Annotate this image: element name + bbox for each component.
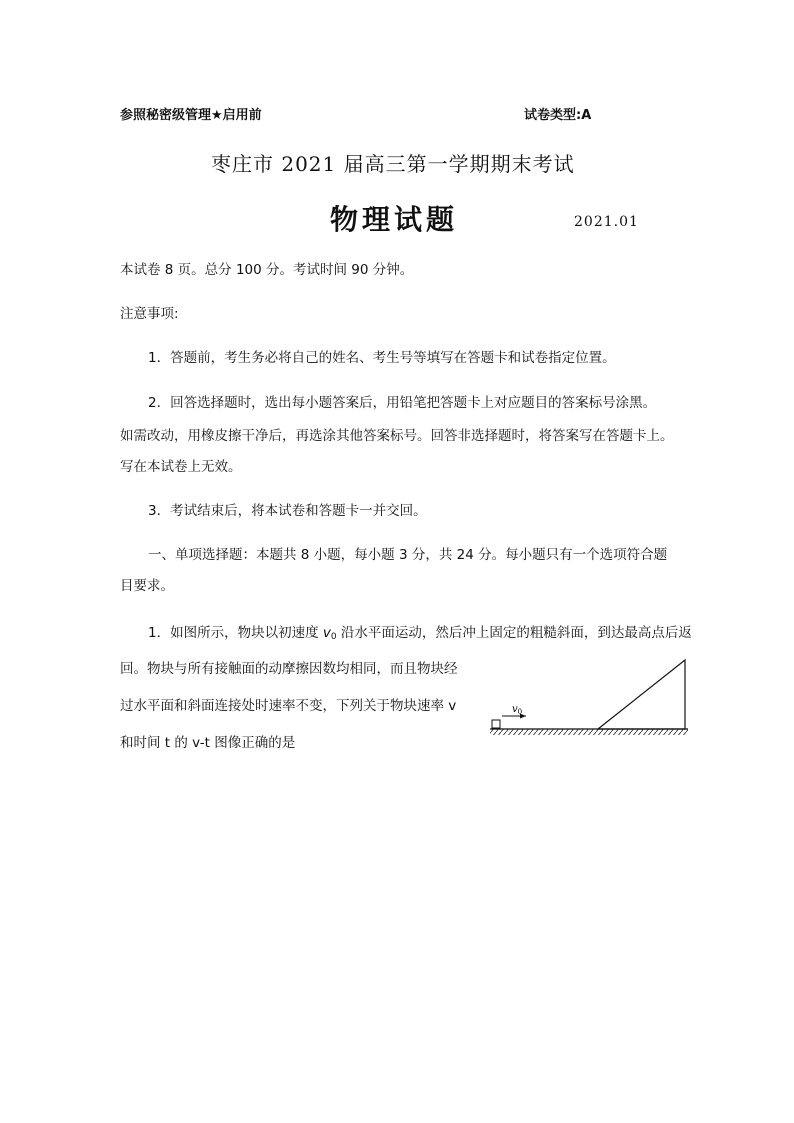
confidentiality-label: 参照秘密级管理★启用前 <box>120 108 262 123</box>
question-1-line-1-start: 1．如图所示，物块以初速度 <box>148 625 323 641</box>
question-1-line-2: 回。物块与所有接触面的动摩擦因数均相同，而且物块经 <box>120 661 458 677</box>
section-heading-line-2: 目要求。 <box>120 578 174 594</box>
page-title: 物理试题 <box>330 203 459 236</box>
graph-option-d <box>398 954 650 1104</box>
question-1-line-1-end: 沿水平面运动，然后冲上固定的粗糙斜面，到达最高点后返 <box>336 625 692 641</box>
question-1-line-4: 和时间 t 的 v-t 图像正确的是 <box>120 735 296 751</box>
question-1-line-1 <box>148 621 692 642</box>
ground-hatching <box>490 729 688 735</box>
paper-summary: 本试卷 8 页。总分 100 分。考试时间 90 分钟。 <box>120 262 414 278</box>
v0-label: $v_0$ <box>512 704 523 716</box>
notice-item-2-line-3: 写在本试卷上无效。 <box>120 459 242 475</box>
graph-option-c <box>140 954 384 1104</box>
exam-date: 2021.01 <box>574 214 639 230</box>
paper-type-label: 试卷类型:A <box>524 108 592 123</box>
notice-item-3: 3．考试结束后，将本试卷和答题卡一并交回。 <box>148 503 427 519</box>
question-1-line-3: 过水平面和斜面连接处时速率不变，下列关于物块速率 v <box>120 698 457 714</box>
notice-item-2-line-2: 如需改动，用橡皮擦干净后，再选涂其他答案标号。回答非选择题时，将答案写在答题卡上。 <box>120 428 674 444</box>
exam-title: 枣庄市 2021 届高三第一学期期末考试 <box>211 152 575 176</box>
graph-option-b <box>398 788 610 938</box>
notice-item-2-line-1: 2．回答选择题时，选出每小题答案后，用铅笔把答题卡上对应题目的答案标号涂黑。 <box>148 395 657 411</box>
incline-ramp <box>598 660 685 729</box>
v0-symbol: $v_0$ <box>322 625 337 642</box>
incline-diagram <box>486 654 692 744</box>
notice-heading: 注意事项: <box>120 306 179 322</box>
graph-option-a <box>140 788 340 938</box>
block <box>492 720 500 728</box>
section-heading-line-1: 一、单项选择题：本题共 8 小题，每小题 3 分，共 24 分。每小题只有一个选项符合题 <box>148 547 668 563</box>
notice-item-1: 1．答题前，考生务必将自己的姓名、考生号等填写在答题卡和试卷指定位置。 <box>148 350 616 366</box>
